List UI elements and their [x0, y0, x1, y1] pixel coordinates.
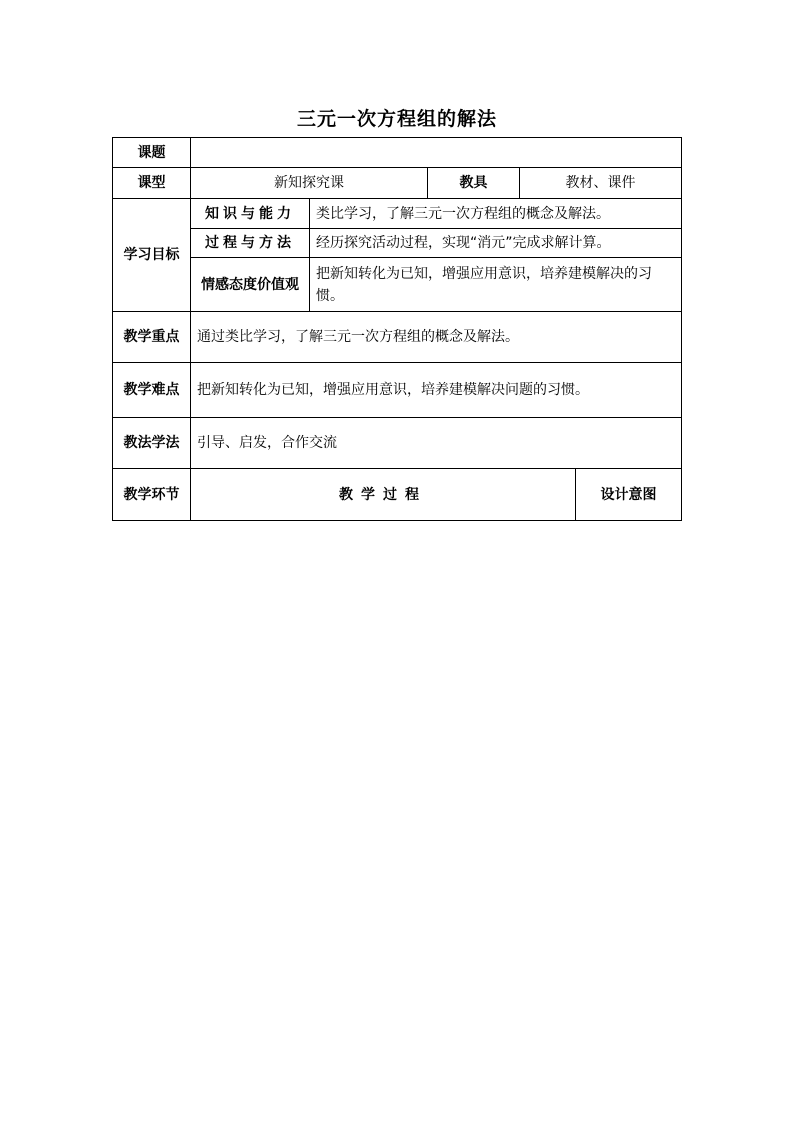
key-point-value: 通过类比学习，了解三元一次方程组的概念及解法。: [191, 312, 682, 363]
document-title: 三元一次方程组的解法: [296, 108, 497, 130]
objective-row-knowledge: [113, 199, 682, 229]
lesson-type-value: 新知探究课: [191, 168, 428, 199]
methods-row: [113, 418, 682, 469]
methods-label: 教法学法: [113, 418, 191, 469]
objective-attitude-label: 情感态度价值观: [191, 258, 310, 312]
key-point-label: 教学重点: [113, 312, 191, 363]
methods-value: 引导、启发，合作交流: [191, 418, 682, 469]
objectives-label: 学习目标: [113, 199, 191, 312]
teaching-tools-value: 教材、课件: [520, 168, 682, 199]
topic-row: [113, 138, 682, 168]
design-intent-header: 设计意图: [576, 469, 682, 521]
topic-value: [191, 138, 682, 168]
lesson-plan-table: [112, 137, 682, 521]
difficulty-row: [113, 363, 682, 418]
objective-knowledge-label: 知识与能力: [191, 199, 310, 229]
difficulty-label: 教学难点: [113, 363, 191, 418]
objective-process-value: 经历探究活动过程，实现“消元”完成求解计算。: [310, 229, 682, 258]
stage-row: [113, 469, 682, 521]
difficulty-value: 把新知转化为已知，增强应用意识，培养建模解决问题的习惯。: [191, 363, 682, 418]
objective-row-attitude: [113, 258, 682, 312]
objective-process-label: 过程与方法: [191, 229, 310, 258]
process-header: 教学过程: [191, 469, 576, 521]
objective-row-process: [113, 229, 682, 258]
objective-attitude-value: 把新知转化为已知，增强应用意识，培养建模解决的习惯。: [310, 258, 682, 312]
lesson-type-row: [113, 168, 682, 199]
objective-knowledge-value: 类比学习，了解三元一次方程组的概念及解法。: [310, 199, 682, 229]
stage-label: 教学环节: [113, 469, 191, 521]
lesson-type-label: 课型: [113, 168, 191, 199]
key-point-row: [113, 312, 682, 363]
topic-label: 课题: [113, 138, 191, 168]
teaching-tools-label: 教具: [428, 168, 520, 199]
